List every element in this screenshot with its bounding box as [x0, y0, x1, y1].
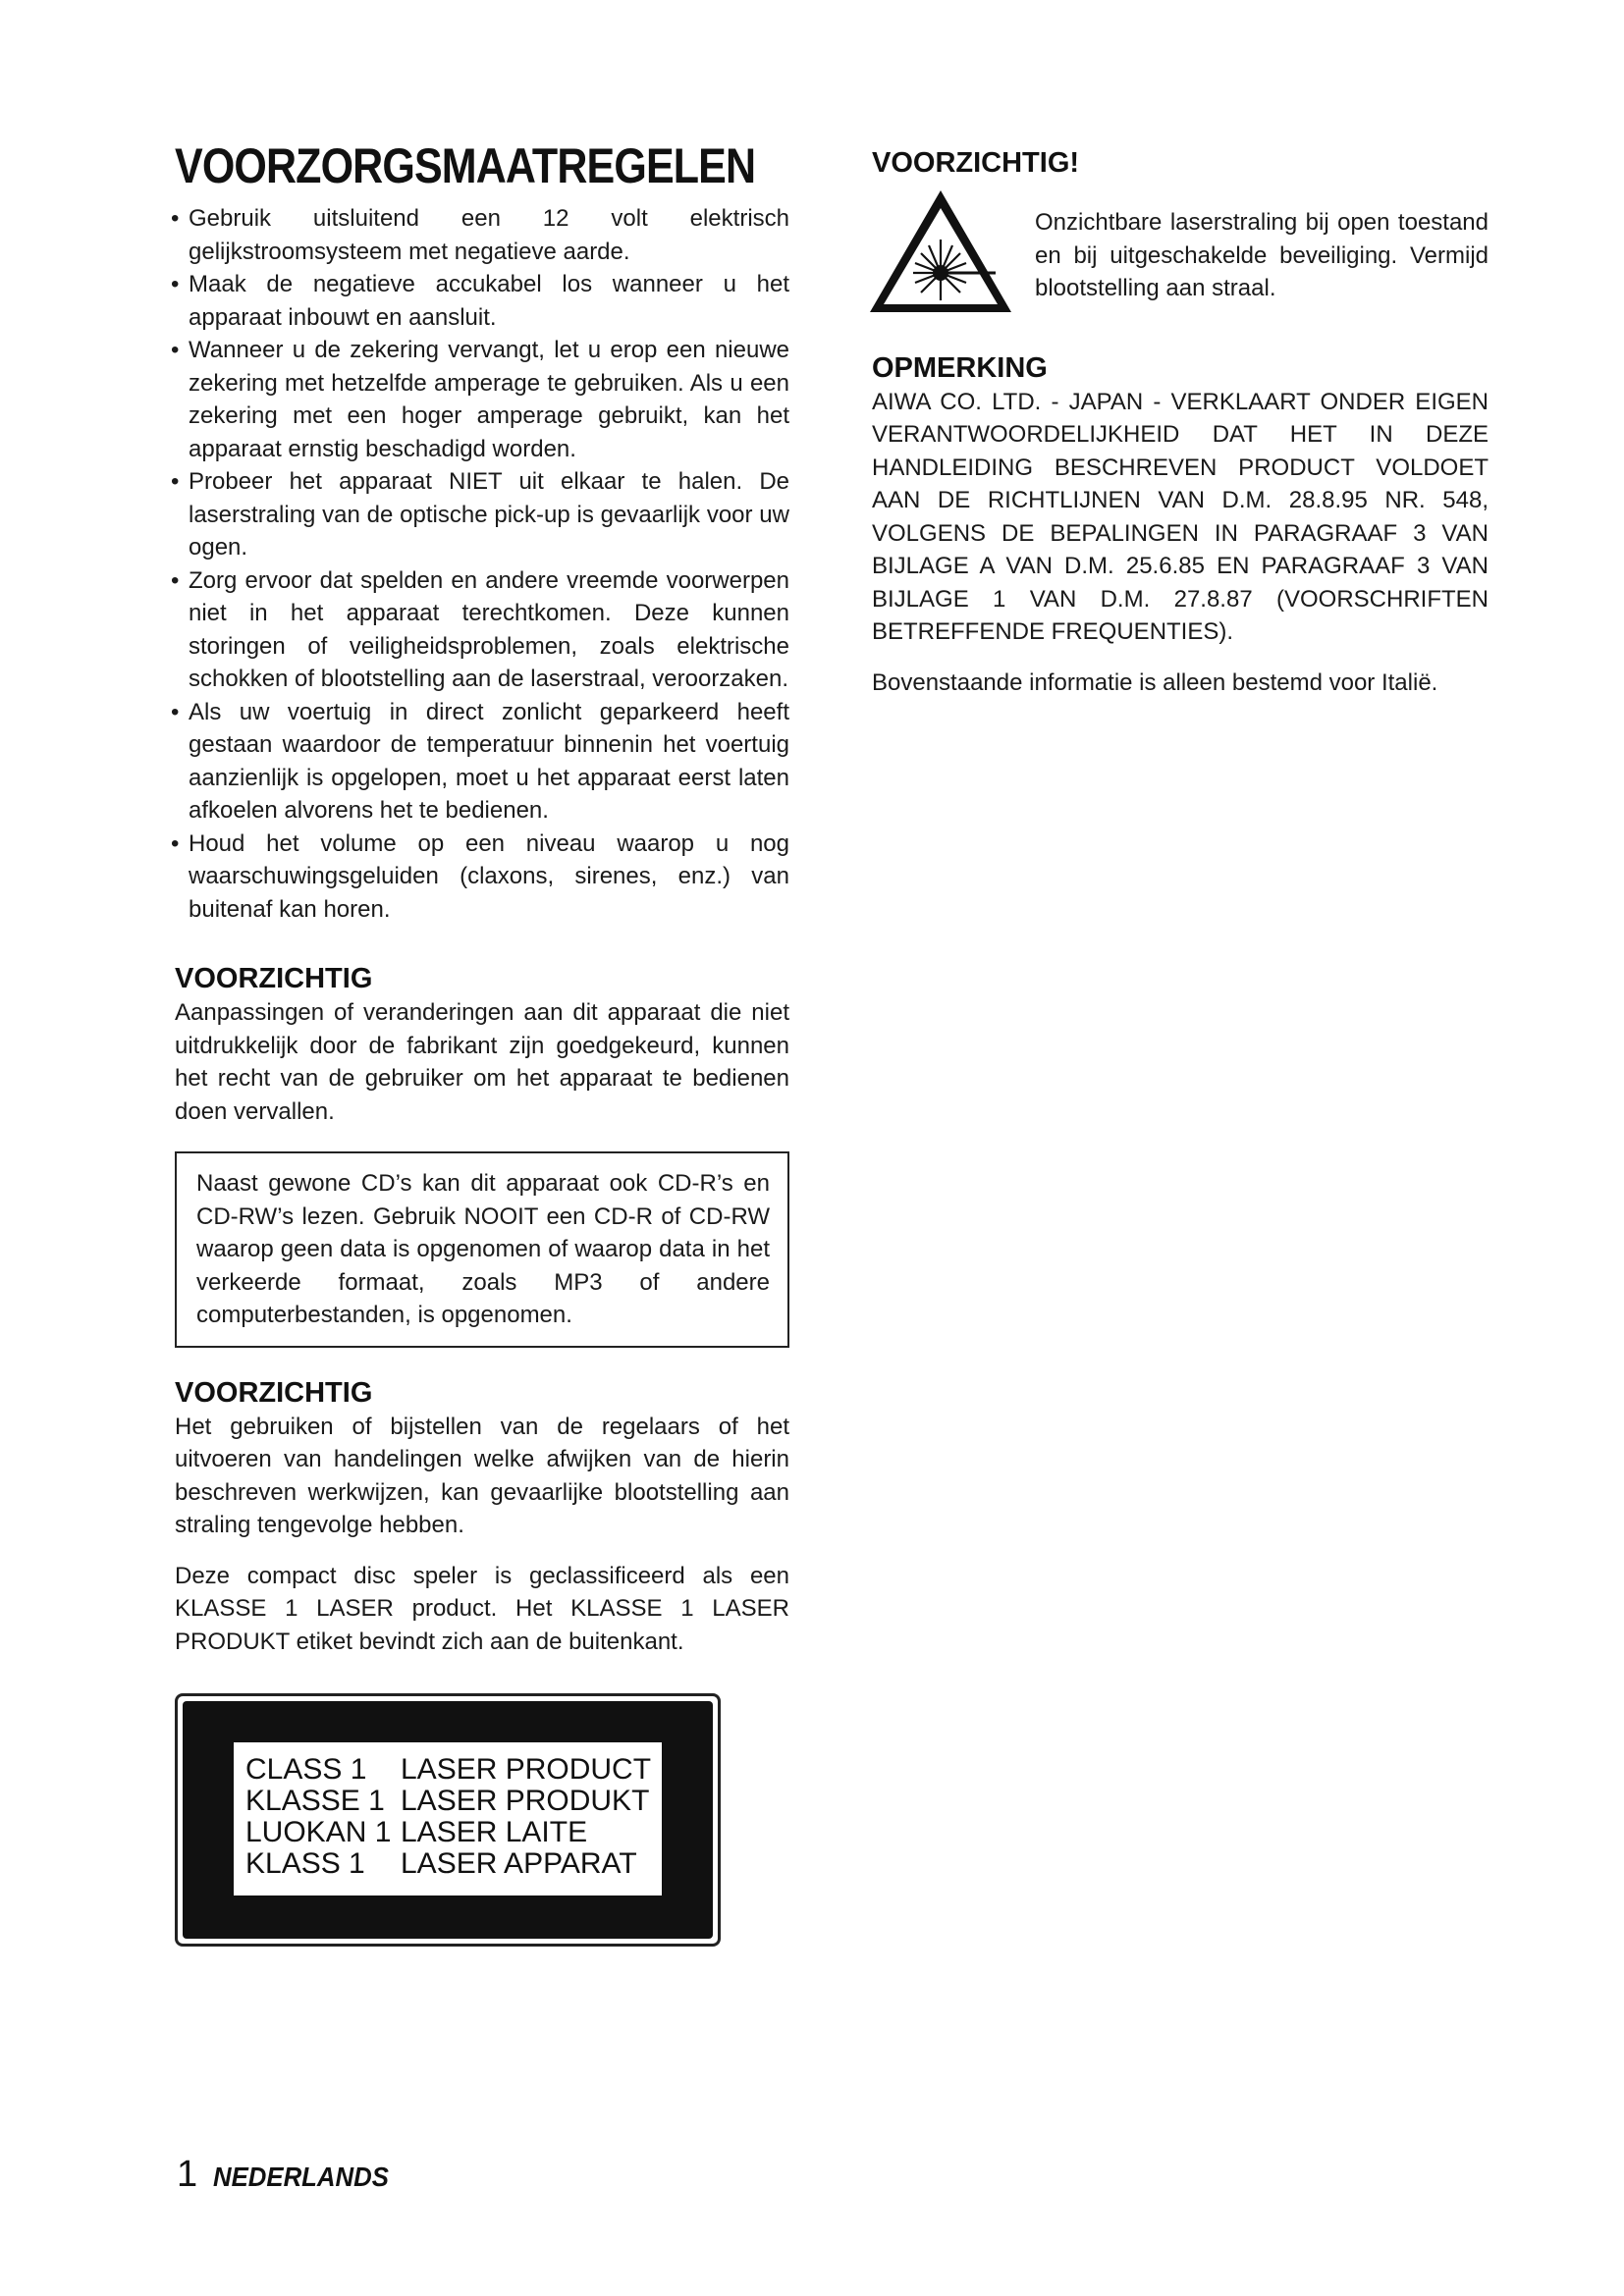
left-column	[175, 137, 789, 1947]
caution-section-2	[175, 1375, 789, 1659]
list-item: • Gebruik uitsluitend een 12 volt elektrisch gelijkstroomsysteem met negatieve aarde.	[175, 202, 789, 268]
laser-class-text: Deze compact disc speler is geclassificeerd als een KLASSE 1 LASER product. Het KLASSE 1 LASER PRODUKT etiket bevindt zich aan de buitenkant.	[175, 1562, 789, 1655]
caution-heading: VOORZICHTIG	[175, 1376, 373, 1409]
page-number: 1	[177, 2154, 198, 2195]
laser-warning-icon	[866, 187, 1015, 316]
list-item: • Houd het volume op een niveau waarop u nog waarschuwingsgeluiden (claxons, sirenes, enz.) van buitenaf kan horen.	[175, 828, 789, 927]
warning-text: Onzichtbare laserstraling bij open toestand en bij uitgeschakelde beveiliging. Vermijd blootstelling aan straal.	[1035, 209, 1489, 301]
label-row: LUOKAN 1 LASER LAITE	[245, 1816, 588, 1848]
caution-heading: VOORZICHTIG	[175, 963, 373, 994]
cd-notice-text: Naast gewone CD’s kan dit apparaat ook CD-R’s en CD-RW’s lezen. Gebruik NOOIT een CD-R of CD-RW waarop geen data is opgenomen of waarop data in het verkeerde formaat, zoals MP3 of andere computerbestanden, is opgenomen.	[196, 1170, 770, 1328]
label-row: KLASS 1 LASER APPARAT	[245, 1847, 637, 1880]
precautions-list	[175, 202, 789, 926]
page-footer	[177, 2154, 405, 2196]
page-title: VOORZORGSMAATREGELEN	[175, 138, 756, 193]
list-item: • Zorg ervoor dat spelden en andere vreemde voorwerpen niet in het apparaat terechtkomen. Deze kunnen storingen of veiligheidsproblemen, zoals elektrische schokken of blootstelling aan de laserstraal, veroorzaken.	[175, 564, 789, 696]
caution-section-1	[175, 961, 789, 1128]
warning-heading: VOORZICHTIG!	[872, 147, 1080, 179]
cd-notice-box	[175, 1151, 789, 1348]
remark-heading: OPMERKING	[872, 351, 1048, 384]
list-item: • Als uw voertuig in direct zonlicht geparkeerd heeft gestaan waardoor de temperatuur binnenin het voertuig aanzienlijk is opgelopen, moet u het apparaat eerst laten afkoelen alvorens het te bedienen.	[175, 696, 789, 828]
list-item: • Probeer het apparaat NIET uit elkaar te halen. De laserstraling van de optische pick-up is gevaarlijk voor uw ogen.	[175, 465, 789, 564]
list-item: • Wanneer u de zekering vervangt, let u erop een nieuwe zekering met hetzelfde amperage te gebruiken. Als u een zekering met een hoger amperage gebruikt, kan het apparaat ernstig beschadigd worden.	[175, 334, 789, 465]
laser-warning	[872, 183, 1489, 329]
list-item: • Maak de negatieve accukabel los wanneer u het apparaat inbouwt en aansluit.	[175, 268, 789, 334]
label-row: KLASSE 1 LASER PRODUKT	[245, 1785, 650, 1817]
remark-note: Bovenstaande informatie is alleen bestemd voor Italië.	[872, 668, 1438, 696]
remark-section	[872, 350, 1489, 700]
remark-text: AIWA CO. LTD. - JAPAN - VERKLAART ONDER EIGEN VERANTWOORDELIJKHEID DAT HET IN DEZE HANDLEIDING BESCHREVEN PRODUCT VOLDOET AAN DE RICHTLIJNEN VAN D.M. 28.8.95 NR. 548, VOLGENS DE BEPALINGEN IN PARAGRAAF 3 VAN BIJLAGE A VAN D.M. 25.6.85 EN PARAGRAAF 3 VAN BIJLAGE 1 VAN D.M. 27.8.87 (VOORSCHRIFTEN BETREFFENDE FREQUENTIES).	[872, 388, 1489, 645]
language-label: NEDERLANDS	[213, 2162, 390, 2192]
caution-text: Aanpassingen of veranderingen aan dit apparaat die niet uitdrukkelijk door de fabrikant zijn goedgekeurd, kunnen het recht van de gebruiker om het apparaat te bedienen doen vervallen.	[175, 999, 789, 1125]
right-column	[872, 145, 1489, 699]
label-row: CLASS 1 LASER PRODUCT	[245, 1753, 652, 1786]
laser-class-label	[175, 1693, 721, 1947]
caution-text: Het gebruiken of bijstellen van de regelaars of het uitvoeren van handelingen welke afwijken van de hierin beschreven werkwijzen, kan gevaarlijke blootstelling aan straling tengevolge hebben.	[175, 1413, 789, 1538]
